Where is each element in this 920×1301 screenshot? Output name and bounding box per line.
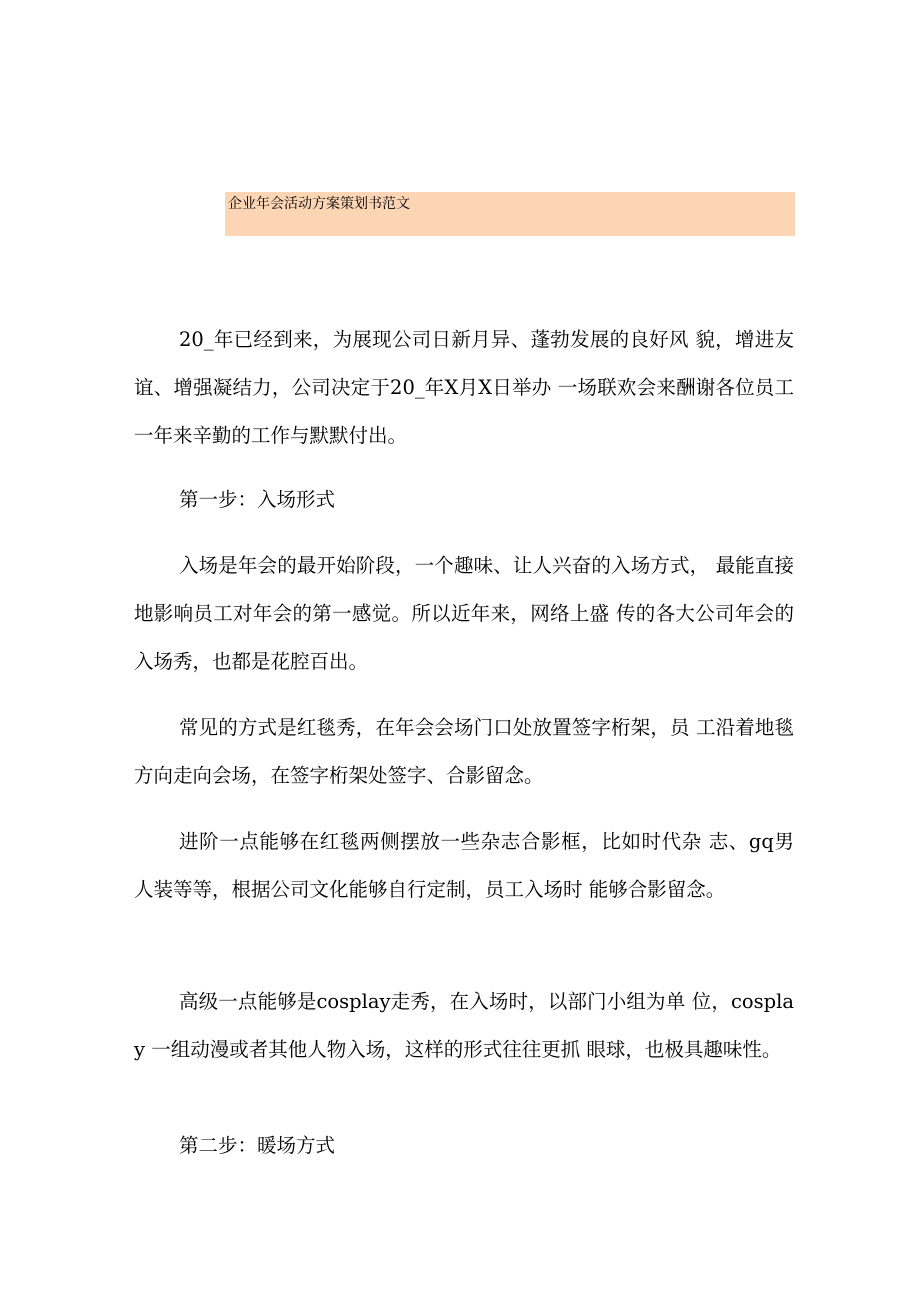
intro-paragraph: 20_年已经到来，为展现公司日新月异、蓬勃发展的良好风 貌，增进友谊、增强凝结力，公司决定于20_年X月X日举办 一场联欢会来酬谢各位员工一年来辛勤的工作与默默付出。 <box>134 328 794 447</box>
document-title: 企业年会活动方案策划书范文 <box>228 196 410 212</box>
red-carpet-paragraph: 常见的方式是红毯秀，在年会会场门口处放置签字桁架，员 工沿着地毯方向走向会场，在签字桁架处签字、合影留念。 <box>134 716 794 787</box>
advanced-paragraph: 进阶一点能够在红毯两侧摆放一些杂志合影框，比如时代杂 志、gq男人装等等，根据公司文化能够自行定制，员工入场时 能够合影留念。 <box>134 830 794 901</box>
entrance-paragraph: 入场是年会的最开始阶段，一个趣味、让人兴奋的入场方式， 最能直接地影响员工对年会的第一感觉。所以近年来，网络上盛 传的各大公司年会的入场秀，也都是花腔百出。 <box>134 554 794 673</box>
cosplay-paragraph: 高级一点能够是cosplay走秀，在入场时，以部门小组为单 位，cosplay 一组动漫或者其他人物入场，这样的形式往往更抓 眼球，也极具趣味性。 <box>134 990 794 1061</box>
title-banner <box>225 192 795 236</box>
step2-heading: 第二步：暖场方式 <box>179 1134 336 1157</box>
step1-heading: 第一步：入场形式 <box>179 488 336 511</box>
